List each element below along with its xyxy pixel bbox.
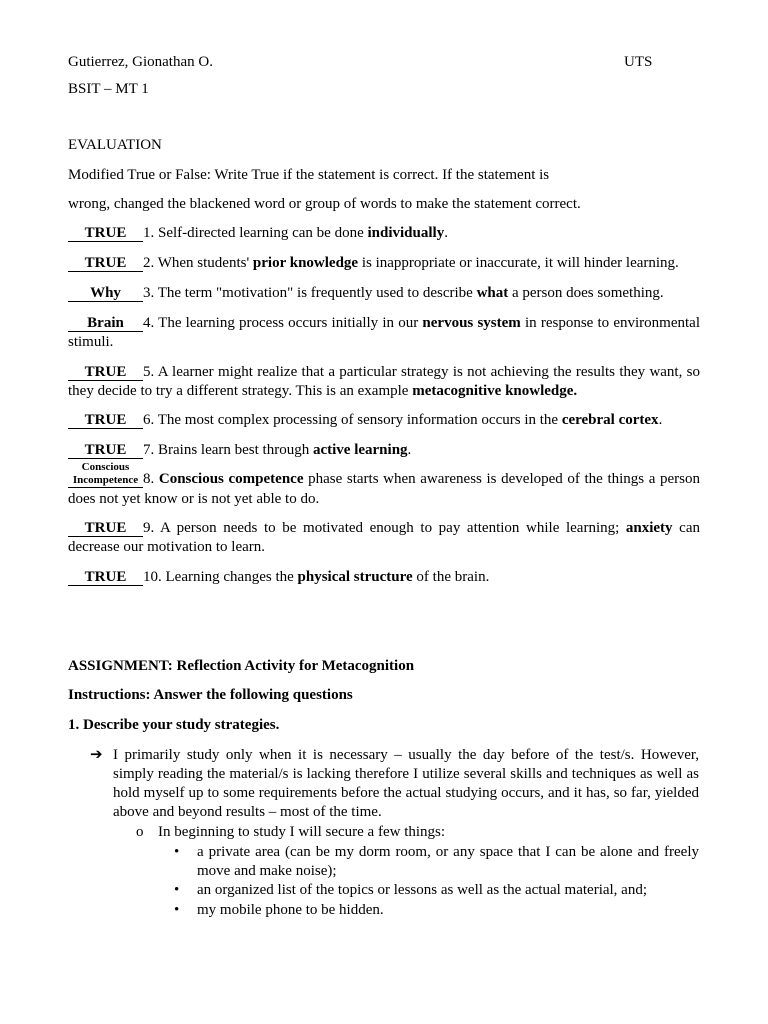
answer-blank: Brain [68,316,143,332]
sub-intro: In beginning to study I will secure a few things: [158,824,446,840]
answer-blank: TRUE [68,570,143,586]
answer-blank: TRUE [68,365,143,381]
list-item: an organized list of the topics or lessons as well as the actual material, and; [197,882,648,898]
dot-bullet-icon: • [174,844,180,860]
eval-item-7: TRUE 7. Brains learn best through active learning. [68,441,700,460]
list-item: my mobile phone to be hidden. [197,902,384,918]
answer-blank: TRUE [68,521,143,537]
eval-item-2: TRUE 2. When students' prior knowledge is inappropriate or inaccurate, it will hinder learning. [68,254,700,273]
assignment-instructions: Instructions: Answer the following questions [68,687,353,703]
eval-item-4: Brain 4. The learning process occurs initially in our nervous system in response to environmental stimuli. [68,315,700,350]
answer-blank: Why [68,286,143,302]
student-name: Gutierrez, Gionathan O. [68,54,213,70]
course-code: UTS [624,54,653,70]
dot-bullet-icon: • [174,902,180,918]
eval-item-8: Conscious Incompetence 8. Conscious competence phase starts when awareness is developed of the things a person does not yet know or is not yet able to do. [68,461,701,507]
eval-item-6: TRUE 6. The most complex processing of sensory information occurs in the cerebral cortex. [68,411,700,430]
list-item: a private area (can be my dorm room, or any space that I can be alone and freely move and make noise); [197,844,699,879]
evaluation-instructions-1: Modified True or False: Write True if the statement is correct. If the statement is [68,167,550,183]
section: BSIT – MT 1 [68,81,149,97]
answer-blank: Conscious Incompetence [68,474,143,488]
circle-bullet-icon: o [136,824,144,840]
arrow-bullet-icon: ➔ [90,747,103,763]
answer-1: I primarily study only when it is necessary – usually the day before of the test/s. However, simply reading the material/s is lacking therefore I utilize several skills and techniques as well as hold myself up to some requirements before the actual studying occurs, and it has, so far, yielded above and beyond results – most of the time. [113,747,699,820]
eval-item-10: TRUE 10. Learning changes the physical structure of the brain. [68,568,700,587]
answer-blank: TRUE [68,226,143,242]
question-1: 1. Describe your study strategies. [68,717,280,733]
evaluation-title: EVALUATION [68,137,162,153]
answer-blank: TRUE [68,413,143,429]
evaluation-instructions-2: wrong, changed the blackened word or group of words to make the statement correct. [68,196,581,212]
eval-item-9: TRUE 9. A person needs to be motivated enough to pay attention while learning; anxiety can decrease our motivation to learn. [68,520,700,555]
answer-blank: TRUE [68,256,143,272]
answer-blank: TRUE [68,443,143,459]
assignment-title: ASSIGNMENT: Reflection Activity for Metacognition [68,658,415,674]
eval-item-5: TRUE 5. A learner might realize that a particular strategy is not achieving the results they want, so they decide to try a different strategy. This is an example metacognitive knowledge. [68,364,700,399]
eval-item-3: Why 3. The term "motivation" is frequently used to describe what a person does something. [68,284,700,303]
dot-bullet-icon: • [174,882,180,898]
eval-item-1: TRUE 1. Self-directed learning can be done individually. [68,224,700,243]
